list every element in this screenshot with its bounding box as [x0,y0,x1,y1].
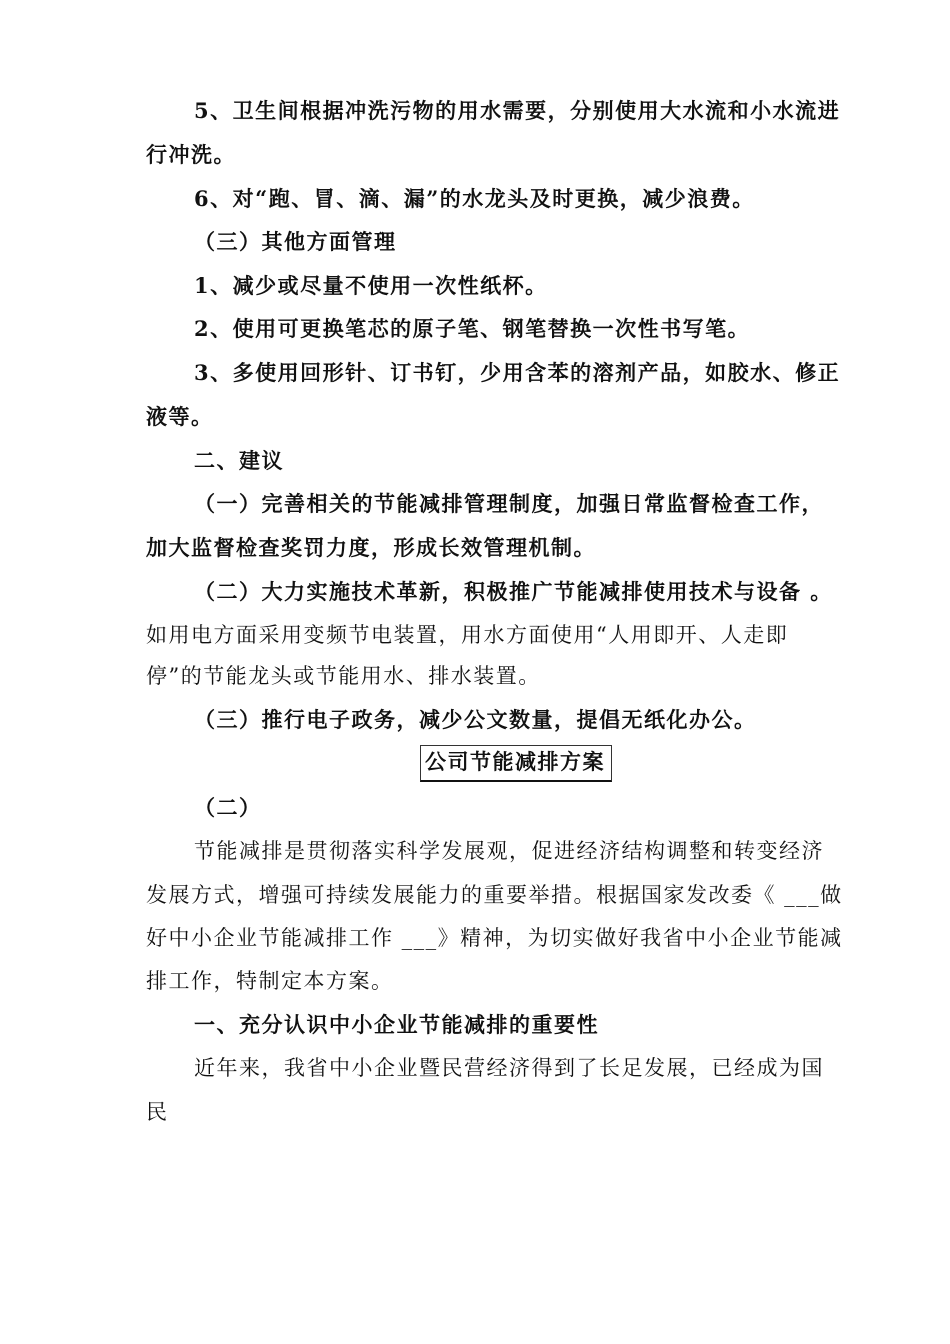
intro-line-4: 排工作，特制定本方案。 [146,969,394,993]
suggestion-2-line-1: （二）大力实施技术革新，积极推广节能减排使用技术与设备 。 [194,579,833,604]
intro-line-2: 发展方式，增强可持续发展能力的重要举措。根据国家发改委《 ___做 [146,883,843,907]
heading-suggestions: 二、建议 [194,448,284,473]
body-line-2: 民 [146,1100,169,1124]
document-title: 公司节能减排方案 [425,749,605,774]
item-1: 1、减少或尽量不使用一次性纸杯。 [194,273,548,298]
suggestion-1-line-1: （一）完善相关的节能减排管理制度，加强日常监督检查工作， [194,491,824,516]
item-3-line-2: 液等。 [146,404,214,429]
intro-line-3: 好中小企业节能减排工作 ___》精神，为切实做好我省中小企业节能减 [146,926,843,950]
item-5-line-1: 5、卫生间根据冲洗污物的用水需要，分别使用大水流和小水流进 [194,98,841,123]
suggestion-3: （三）推行电子政务，减少公文数量，提倡无纸化办公。 [194,707,757,732]
item-6: 6、对“跑、冒、滴、漏”的水龙头及时更换，减少浪费。 [194,186,755,211]
suggestion-1-line-2: 加大监督检查奖罚力度，形成长效管理机制。 [146,535,596,560]
item-2: 2、使用可更换笔芯的原子笔、钢笔替换一次性书写笔。 [194,316,751,341]
item-3-line-1: 3、多使用回形针、订书钉，少用含苯的溶剂产品，如胶水、修正 [194,360,841,385]
item-5-line-2: 行冲洗。 [146,142,236,167]
body-line-1: 近年来，我省中小企业暨民营经济得到了长足发展，已经成为国 [194,1056,824,1080]
suggestion-2-line-3: 停”的节能龙头或节能用水、排水装置。 [146,664,541,688]
section-heading-other: （三）其他方面管理 [194,229,397,254]
heading-importance: 一、充分认识中小企业节能减排的重要性 [194,1012,599,1037]
suggestion-2-line-2: 如用电方面采用变频节电装置，用水方面使用“人用即开、人走即 [146,623,789,647]
part-number: （二） [194,795,262,820]
intro-line-1: 节能减排是贯彻落实科学发展观，促进经济结构调整和转变经济 [194,839,824,863]
